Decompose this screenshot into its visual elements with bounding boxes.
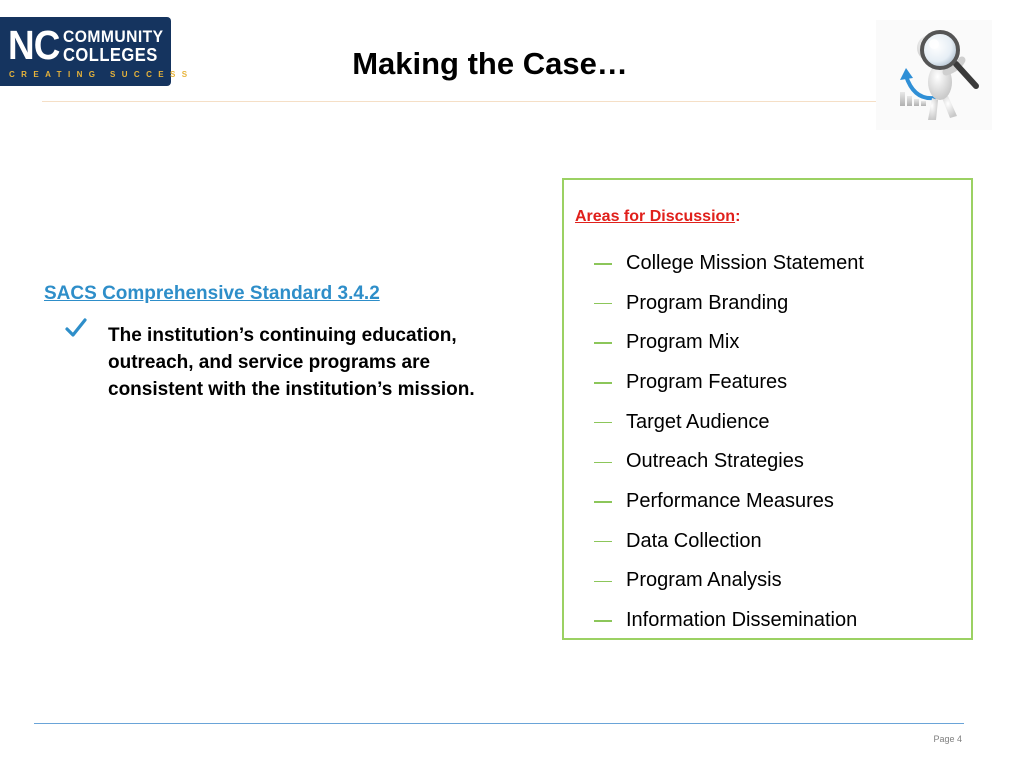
- list-item-label: College Mission Statement: [626, 251, 864, 274]
- list-item: [594, 441, 864, 481]
- list-item-label: Program Mix: [626, 331, 740, 354]
- standard-description: The institution’s continuing education, outreach, and service programs are consistent with the institution’s mission.: [108, 325, 475, 400]
- dash-bullet-icon: [594, 581, 612, 583]
- list-item: [594, 521, 864, 561]
- list-item-label: Program Branding: [626, 291, 789, 314]
- dash-bullet-icon: [594, 303, 612, 305]
- page-number: Page 4: [933, 734, 962, 744]
- logo-nc-letters: NC: [8, 22, 60, 68]
- list-item-label: Information Dissemination: [626, 609, 858, 632]
- magnifier-figure-chart-icon: [876, 20, 992, 130]
- checkmark-icon: [64, 316, 88, 340]
- list-item: [594, 283, 864, 323]
- discussion-heading-colon: :: [735, 208, 741, 225]
- list-item: [594, 481, 864, 521]
- standard-heading-link[interactable]: SACS Comprehensive Standard 3.4.2: [44, 283, 380, 304]
- list-item: [594, 402, 864, 442]
- logo-tagline: CREATING SUCCESS: [9, 70, 194, 79]
- list-item: [594, 561, 864, 601]
- list-item: [594, 362, 864, 402]
- dash-bullet-icon: [594, 382, 612, 384]
- dash-bullet-icon: [594, 620, 612, 622]
- list-item-label: Outreach Strategies: [626, 450, 804, 473]
- slide-title: Making the Case…: [352, 46, 628, 81]
- discussion-box: [562, 178, 973, 640]
- list-item-label: Program Features: [626, 370, 788, 393]
- discussion-heading-text: Areas for Discussion: [575, 208, 736, 225]
- dash-bullet-icon: [594, 462, 612, 464]
- list-item: [594, 322, 864, 362]
- nc-community-colleges-logo: [0, 17, 194, 86]
- list-item-label: Performance Measures: [626, 489, 834, 512]
- dash-bullet-icon: [594, 263, 612, 265]
- list-item: [594, 600, 864, 640]
- footer-divider: [34, 723, 964, 724]
- list-item-label: Program Analysis: [626, 569, 782, 592]
- title-divider: [42, 101, 880, 102]
- list-item-label: Data Collection: [626, 529, 762, 552]
- discussion-list: [594, 243, 864, 640]
- dash-bullet-icon: [594, 541, 612, 543]
- list-item-label: Target Audience: [626, 410, 770, 433]
- logo-community-text: COMMUNITY: [63, 27, 164, 46]
- discussion-heading: [575, 207, 740, 227]
- dash-bullet-icon: [594, 342, 612, 344]
- dash-bullet-icon: [594, 501, 612, 503]
- list-item: [594, 243, 864, 283]
- logo-colleges-text: COLLEGES: [63, 45, 158, 65]
- dash-bullet-icon: [594, 422, 612, 424]
